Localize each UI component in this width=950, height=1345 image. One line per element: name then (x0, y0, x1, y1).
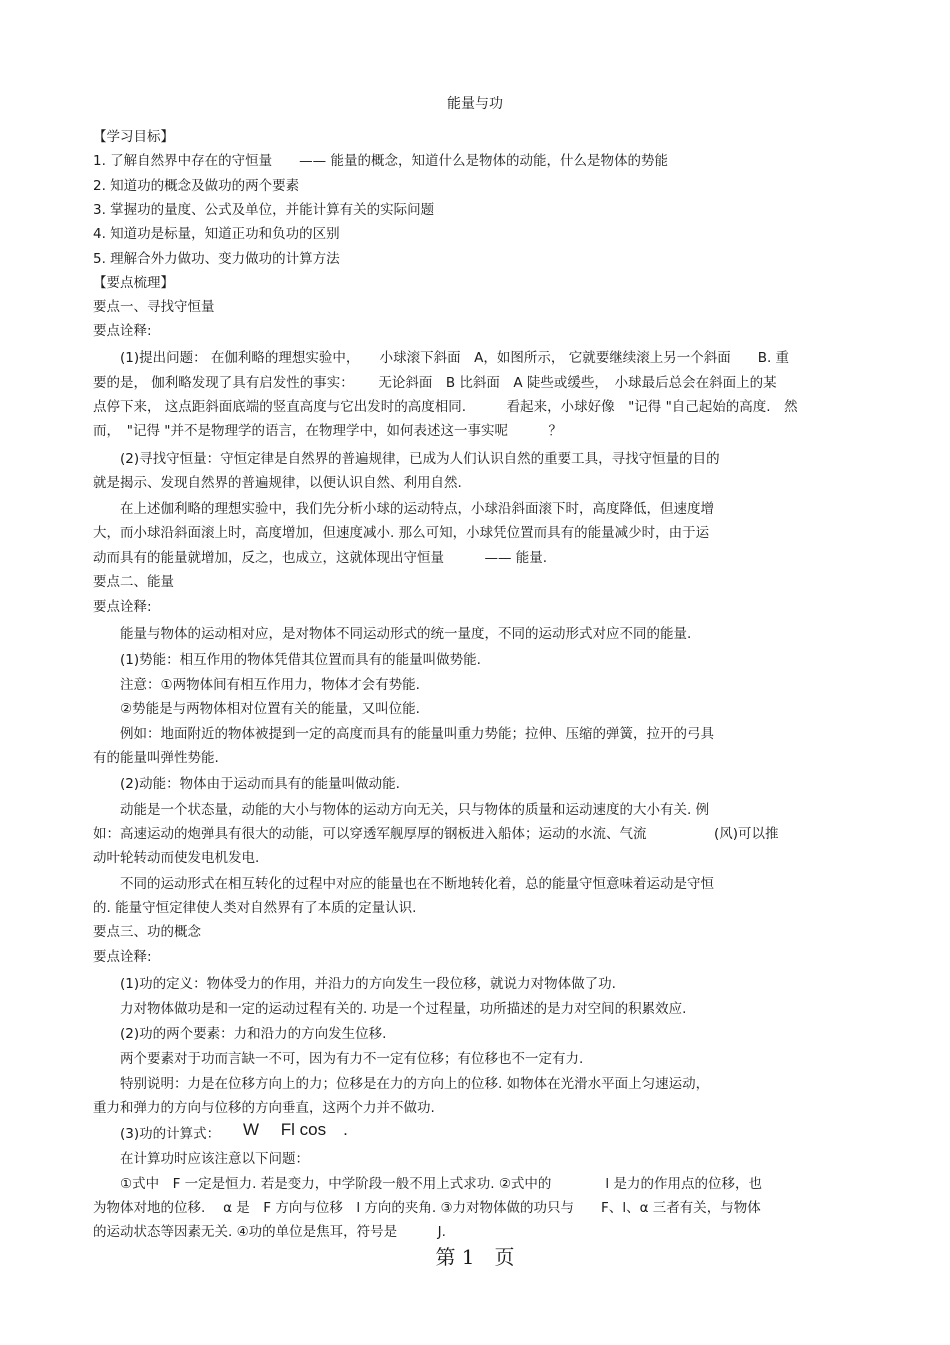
text-line-para: 如：高速运动的炮弹具有很大的动能，可以穿透军舰厚厚的钢板进入船体；运动的水流、气流 (风)可以推 (93, 826, 779, 842)
text-line-para: 不同的运动形式在相互转化的过程中对应的能量也在不断地转化着，总的能量守恒意味着运动是守恒 (120, 876, 714, 892)
text-line-para: 为物体对地的位移. α 是 F 方向与位移 l 方向的夹角. ③力对物体做的功只与 F、l、α 三者有关，与物体 (93, 1200, 761, 1216)
text-line-para: 注意：①两物体间有相互作用力，物体才会有势能. (120, 677, 420, 693)
text-line-para: 有的能量叫弹性势能. (93, 750, 219, 766)
text-line-heading: 【学习目标】 (93, 129, 174, 145)
text-line-para: 特别说明：力是在位移方向上的力；位移是在力的方向上的位移. 如物体在光滑水平面上匀速运动， (120, 1076, 710, 1092)
text-line-para: 能量与物体的运动相对应，是对物体不同运动形式的统一量度，不同的运动形式对应不同的能量. (120, 626, 692, 642)
text-line-para: (3)功的计算式： (120, 1126, 221, 1142)
text-line-para: 要的是， 伽利略发现了具有启发性的事实： 无论斜面 B 比斜面 A 陡些或缓些， 小球最后总会在斜面上的某 (93, 375, 777, 391)
text-line-para: 就是揭示、发现自然界的普遍规律，以便认识自然、利用自然. (93, 475, 462, 491)
text-line-para: 动而具有的能量就增加，反之，也成立，这就体现出守恒量 —— 能量. (93, 550, 548, 566)
text-line-para: 在计算功时应该注意以下问题： (120, 1151, 309, 1167)
text-line-para: 重力和弹力的方向与位移的方向垂直，这两个力并不做功. (93, 1100, 435, 1116)
text-line-para: 动叶轮转动而使发电机发电. (93, 850, 260, 866)
text-line-item: 1. 了解自然界中存在的守恒量 —— 能量的概念，知道什么是物体的动能，什么是物体的势能 (93, 153, 668, 169)
text-line-subheading: 要点一、寻找守恒量 (93, 299, 215, 315)
text-line-subheading: 要点二、能量 (93, 574, 174, 590)
text-line-para: 而， "记得 "并不是物理学的语言，在物理学中，如何表述这一事实呢 ？ (93, 423, 562, 439)
text-line-para: 力对物体做功是和一定的运动过程有关的. 功是一个过程量，功所描述的是力对空间的积累效应. (120, 1001, 687, 1017)
text-line-item: 4. 知道功是标量，知道正功和负功的区别 (93, 226, 340, 242)
page-number: 第 1 页 (435, 1245, 515, 1269)
work-formula: W Fl cos . (243, 1120, 348, 1139)
text-line-para: 例如：地面附近的物体被提到一定的高度而具有的能量叫重力势能；拉伸、压缩的弹簧，拉开的弓具 (120, 726, 714, 742)
text-line-label: 要点诠释: (93, 599, 152, 615)
text-line-para: (1)提出问题： 在伽利略的理想实验中， 小球滚下斜面 A，如图所示， 它就要继续滚上另一个斜面 B. 重 (120, 350, 790, 366)
text-line-para: (1)势能：相互作用的物体凭借其位置而具有的能量叫做势能. (120, 652, 481, 668)
text-line-subheading: 要点三、功的概念 (93, 924, 201, 940)
document-title: 能量与功 (447, 96, 503, 112)
text-line-para: (2)寻找守恒量：守恒定律是自然界的普遍规律，已成为人们认识自然的重要工具，寻找守恒量的目的 (120, 451, 720, 467)
text-line-para: 点停下来， 这点距斜面底端的竖直高度与它出发时的高度相同. 看起来，小球好像 "记得 "自己起始的高度. 然 (93, 399, 798, 415)
text-line-para: ②势能是与两物体相对位置有关的能量，又叫位能. (120, 701, 420, 717)
text-line-para: (2)动能：物体由于运动而具有的能量叫做动能. (120, 776, 400, 792)
text-line-item: 2. 知道功的概念及做功的两个要素 (93, 178, 300, 194)
text-line-para: 动能是一个状态量，动能的大小与物体的运动方向无关，只与物体的质量和运动速度的大小有关. 例 (120, 802, 710, 818)
text-line-label: 要点诠释: (93, 323, 152, 339)
text-line-para: 的运动状态等因素无关. ④功的单位是焦耳，符号是 J. (93, 1224, 446, 1240)
text-line-para: (2)功的两个要素：力和沿力的方向发生位移. (120, 1026, 387, 1042)
text-line-para: 两个要素对于功而言缺一不可，因为有力不一定有位移；有位移也不一定有力. (120, 1051, 584, 1067)
text-line-para: 的. 能量守恒定律使人类对自然界有了本质的定量认识. (93, 900, 417, 916)
text-line-para: 大，而小球沿斜面滚上时，高度增加，但速度减小. 那么可知，小球凭位置而具有的能量减少时，由于运 (93, 525, 710, 541)
text-line-para: 在上述伽利略的理想实验中，我们先分析小球的运动特点，小球沿斜面滚下时，高度降低，但速度增 (120, 501, 714, 517)
text-line-para: ①式中 F 一定是恒力. 若是变力，中学阶段一般不用上式求功. ②式中的 l 是力的作用点的位移，也 (120, 1176, 762, 1192)
text-line-item: 5. 理解合外力做功、变力做功的计算方法 (93, 251, 340, 267)
text-line-para: (1)功的定义：物体受力的作用，并沿力的方向发生一段位移，就说力对物体做了功. (120, 976, 616, 992)
text-line-heading: 【要点梳理】 (93, 275, 174, 291)
text-line-item: 3. 掌握功的量度、公式及单位，并能计算有关的实际问题 (93, 202, 435, 218)
text-line-label: 要点诠释: (93, 949, 152, 965)
